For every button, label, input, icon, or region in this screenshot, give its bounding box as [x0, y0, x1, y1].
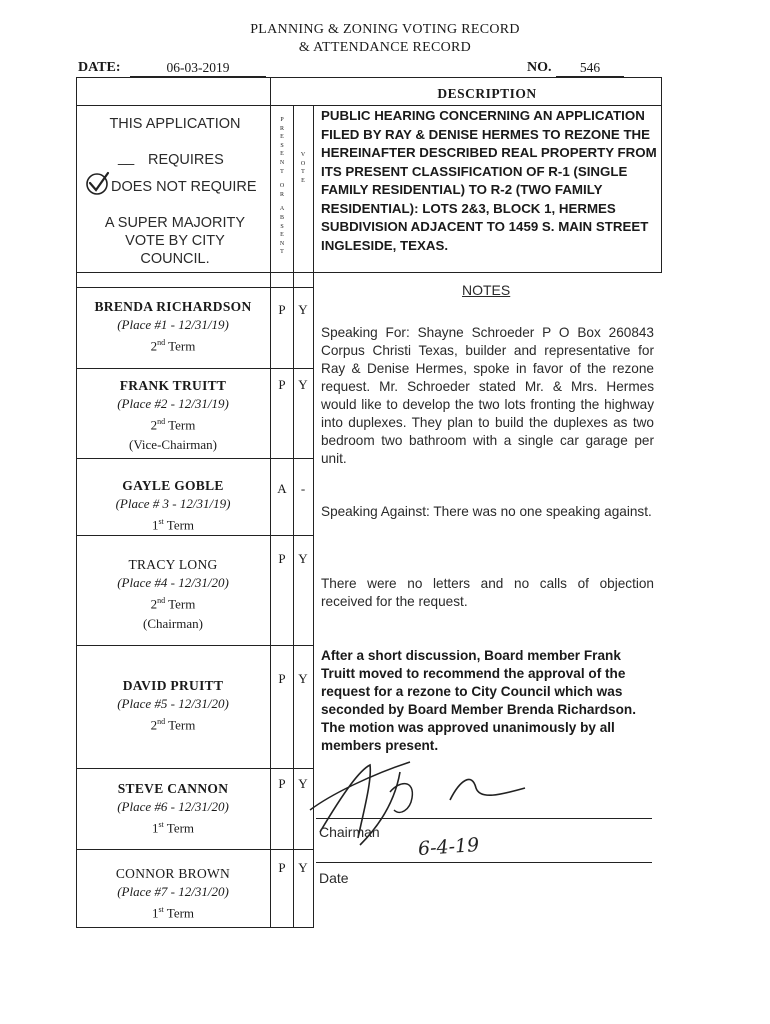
- vote-mark: Y: [298, 860, 308, 875]
- requires-blank: __: [118, 150, 135, 166]
- date-value: 06-03-2019: [130, 60, 266, 77]
- column-divider-2: [293, 105, 294, 927]
- column-divider-1: [270, 77, 271, 927]
- date-label: DATE:: [78, 60, 121, 75]
- member-place: (Place #7 - 12/31/20): [117, 884, 229, 899]
- record-number-value: 546: [556, 60, 624, 77]
- member-place: (Place #6 - 12/31/20): [117, 799, 229, 814]
- date-signature-label: Date: [319, 870, 349, 886]
- notes-heading: NOTES: [462, 282, 511, 298]
- notes-motion: After a short discussion, Board member Frank Truitt moved to recommend the approval of the request for a rezone to City Council which was seconded by Board Member Brenda Richardson. The motion was approved unanimously by all members present.: [321, 648, 636, 753]
- member-row: [78, 780, 268, 837]
- notes-speaking-against: Speaking Against: There was no one speaking against.: [321, 504, 652, 519]
- vote-mark: Y: [298, 302, 308, 317]
- vote-mark: -: [300, 481, 306, 496]
- handwritten-date: 6-4-19: [417, 833, 480, 861]
- member-row-rule: [76, 535, 314, 536]
- vote-mark: Y: [298, 551, 308, 566]
- member-term: 1st Term: [151, 905, 195, 921]
- member-term: 2nd Term: [150, 338, 196, 354]
- form-title: PLANNING & ZONING VOTING RECORD: [250, 22, 520, 37]
- table-bottom-border: [76, 927, 314, 928]
- member-row: [78, 298, 268, 355]
- attendance-mark: P: [278, 776, 286, 791]
- vote-mark: Y: [298, 377, 308, 392]
- member-row-rule: [76, 849, 314, 850]
- vote-mark: Y: [298, 776, 308, 791]
- member-row: [78, 677, 268, 734]
- member-name: FRANK TRUITT: [119, 378, 227, 393]
- member-term: 2nd Term: [150, 717, 196, 733]
- vote-header: V O T E: [300, 152, 306, 184]
- member-name: BRENDA RICHARDSON: [94, 299, 252, 314]
- member-row: [78, 556, 268, 633]
- member-row: [78, 865, 268, 922]
- member-term: 1st Term: [151, 820, 195, 836]
- record-number-label: NO.: [527, 60, 552, 75]
- chairman-label: Chairman: [319, 824, 380, 840]
- table-right-border: [661, 77, 662, 272]
- member-row-rule: [76, 768, 314, 769]
- attendance-mark: P: [278, 377, 286, 392]
- member-place: (Place #4 - 12/31/20): [117, 575, 229, 590]
- member-name: GAYLE GOBLE: [122, 478, 224, 493]
- member-name: STEVE CANNON: [117, 781, 229, 796]
- chairman-signature-line: [316, 818, 652, 819]
- member-row: [78, 377, 268, 454]
- form-subtitle: & ATTENDANCE RECORD: [298, 40, 472, 55]
- attendance-mark: P: [278, 671, 286, 686]
- member-name: TRACY LONG: [128, 557, 218, 572]
- does-not-require-option: DOES NOT REQUIRE: [111, 179, 257, 195]
- member-term: 2nd Term: [150, 417, 196, 433]
- supermajority-line: COUNCIL.: [140, 251, 210, 267]
- description-bottom-rule: [76, 272, 662, 273]
- member-place: (Place # 3 - 12/31/19): [115, 496, 231, 511]
- table-top-border: [76, 77, 662, 78]
- member-role: (Vice-Chairman): [128, 437, 217, 453]
- member-place: (Place #2 - 12/31/19): [117, 396, 229, 411]
- member-role: (Chairman): [143, 616, 203, 632]
- attendance-mark: P: [278, 302, 286, 317]
- member-row: [78, 477, 268, 534]
- notes-speaking-for: Speaking For: Shayne Schroeder P O Box 260843 Corpus Christi Texas, builder and representative for Ray & Denise Hermes, spoke in favor of the rezone request. Mr. Schroeder stated Mr. & Mrs. Hermes would like to develop the two lots fronting the highway into duplexes. They plan to build the duplexes as two bedroom two bathroom with a single car garage per unit.: [321, 325, 654, 466]
- member-name: DAVID PRUITT: [122, 678, 224, 693]
- notes-letters: There were no letters and no calls of objection received for the request.: [321, 576, 654, 609]
- checkmark-circle-icon: [85, 170, 111, 196]
- member-row-rule: [76, 368, 314, 369]
- attendance-mark: P: [278, 860, 286, 875]
- member-place: (Place #1 - 12/31/19): [117, 317, 229, 332]
- attendance-mark: P: [278, 551, 286, 566]
- application-label: THIS APPLICATION: [109, 116, 241, 132]
- present-or-absent-header: P R E S E N T O R A B S E N T: [279, 117, 285, 256]
- member-row-rule: [76, 287, 314, 288]
- description-text: PUBLIC HEARING CONCERNING AN APPLICATION FILED BY RAY & DENISE HERMES TO REZONE THE HEREINAFTER DESCRIBED REAL PROPERTY FROM ITS PRESENT CLASSIFICATION OF R-1 (SINGLE FAMILY RESIDENTIAL) TO R-2 (TWO FAMILY RESIDENTIAL): LOTS 2&3, BLOCK 1, HERMES SUBDIVISION ADJACENT TO 1459 S. MAIN STREET INGLESIDE, TEXAS.: [321, 108, 657, 253]
- attendance-mark: A: [277, 481, 287, 496]
- date-signature-line: [316, 862, 652, 863]
- heading-rule: [76, 105, 662, 106]
- supermajority-line: A SUPER MAJORITY: [104, 215, 246, 231]
- requires-option: REQUIRES: [148, 152, 224, 168]
- member-row-rule: [76, 645, 314, 646]
- member-name: CONNOR BROWN: [115, 866, 231, 881]
- member-row-rule: [76, 458, 314, 459]
- supermajority-text: [82, 214, 268, 268]
- description-heading: DESCRIPTION: [437, 86, 537, 101]
- member-term: 2nd Term: [150, 596, 196, 612]
- supermajority-line: VOTE BY CITY: [125, 233, 225, 249]
- member-term: 1st Term: [151, 517, 195, 533]
- member-place: (Place #5 - 12/31/20): [117, 696, 229, 711]
- table-left-border: [76, 77, 77, 927]
- vote-mark: Y: [298, 671, 308, 686]
